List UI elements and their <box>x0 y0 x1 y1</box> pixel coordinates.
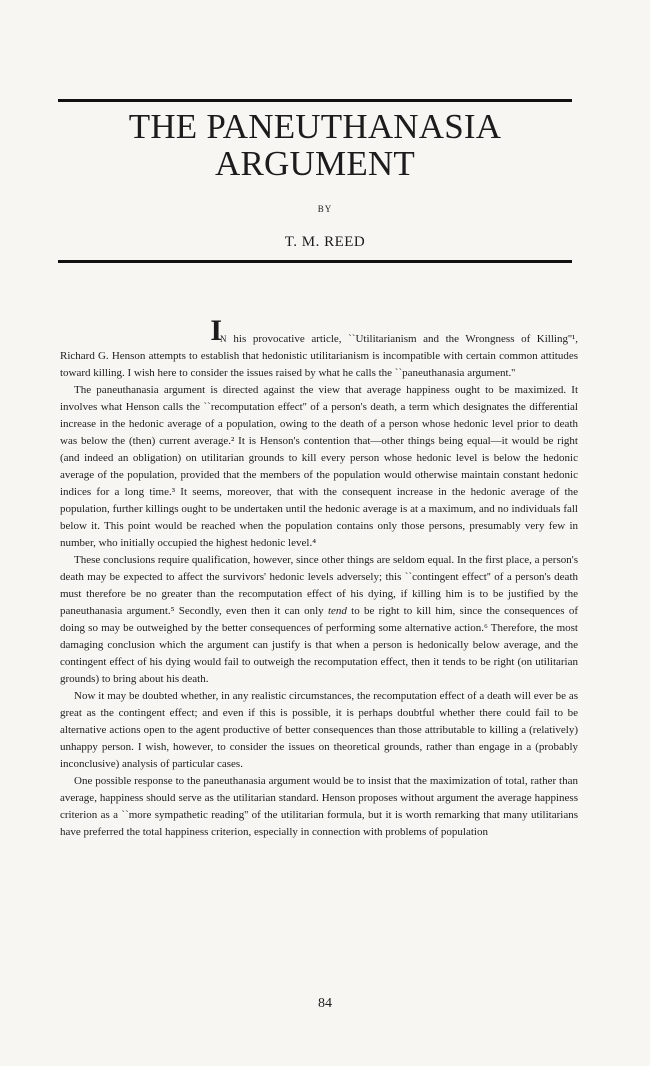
article-title: THE PANEUTHANASIA ARGUMENT <box>128 107 502 183</box>
paragraph-3-emphasis: tend <box>327 605 347 617</box>
paragraph-3 <box>60 552 578 688</box>
paragraph-3-text-b: to be right to kill him, since the consequences of doing so may be outweighed by the better consequences of performing some alternative action.⁶ Therefore, the most damaging conclusion which the argument can justify is that when a person is hedonically below average, and the contingent effect of his dying would fail to outweigh the recomputation effect, then it tends to be right (on utilitarian grounds) to bring about his death. <box>60 605 579 685</box>
page-number: 84 <box>318 996 332 1011</box>
author-name: T. M. REED <box>284 234 366 250</box>
paragraph-1-text: his provocative article, ``Utilitarianism and the Wrongness of Killing''¹, Richard G. Henson attempts to establish that hedonistic utilitarianism is incompatible with certain common attitudes toward killing. I wish here to consider the issues raised by what he calls the ``paneuthanasia argument.'' <box>60 333 578 379</box>
top-rule <box>58 99 572 102</box>
paragraph-5: One possible response to the paneuthanasia argument would be to insist that the maximization of total, rather than average, happiness should serve as the utilitarian standard. Henson proposes without argument the average happiness criterion as a ``more sympathetic reading'' of the utilitarian formula, but it is worth remarking that many utilitarians have preferred the total happiness criterion, especially in connection with problems of population <box>60 775 578 838</box>
paragraph-1 <box>60 314 578 382</box>
byline-label: BY <box>317 204 333 214</box>
article-body <box>60 314 579 841</box>
bottom-rule <box>58 260 572 263</box>
paragraph-4: Now it may be doubted whether, in any realistic circumstances, the recomputation effect of a death will ever be as great as the contingent effect; and even if this is possible, it is perhaps doubtful whether there could fail to be alternative actions open to the agent productive of better consequences than those attributable to killing a (relatively) unhappy person. I wish, however, to consider the issues on theoretical grounds, rather than engage in a (probably inconclusive) analysis of particular cases. <box>60 690 578 770</box>
dropcap-lead <box>60 314 222 347</box>
paragraph-2: The paneuthanasia argument is directed against the view that average happiness ought to be maximized. It involves what Henson calls the ``recomputation effect'' of a person's death, a term which designates the differential increase in the hedonic average of a population, owing to the death of a person whose hedonic level prior to death was below the (then) current average.² It is Henson's contention that—other things being equal—it would be right (and indeed an obligation) on utilitarian grounds to kill every person whose hedonic level is below the hedonic average of the population, provided that the members of the population would otherwise maintain constant hedonic indices for a long time.³ It seems, moreover, that with the consequent increase in the hedonic average of the population, further killings ought to be undertaken until the hedonic average is at a maximum, and no individuals fall below it. This point would be reached when the population contains only those persons, presumably very few in number, who initially occupied the highest hedonic level.⁴ <box>60 384 578 549</box>
dropcap-letter: I <box>210 314 222 347</box>
paragraph-3-text-a: These conclusions require qualification, however, since other things are seldom equal. In the first place, a person's death may be expected to affect the survivors' hedonic levels adversely; this ``contingent effect'' of a person's death must therefore be no greater than the recomputation effect of his dying, if killing him is to be justified by the paneuthanasia argument.⁵ Secondly, even then it can only <box>60 554 578 617</box>
dropcap-smallcaps: N <box>220 334 227 344</box>
